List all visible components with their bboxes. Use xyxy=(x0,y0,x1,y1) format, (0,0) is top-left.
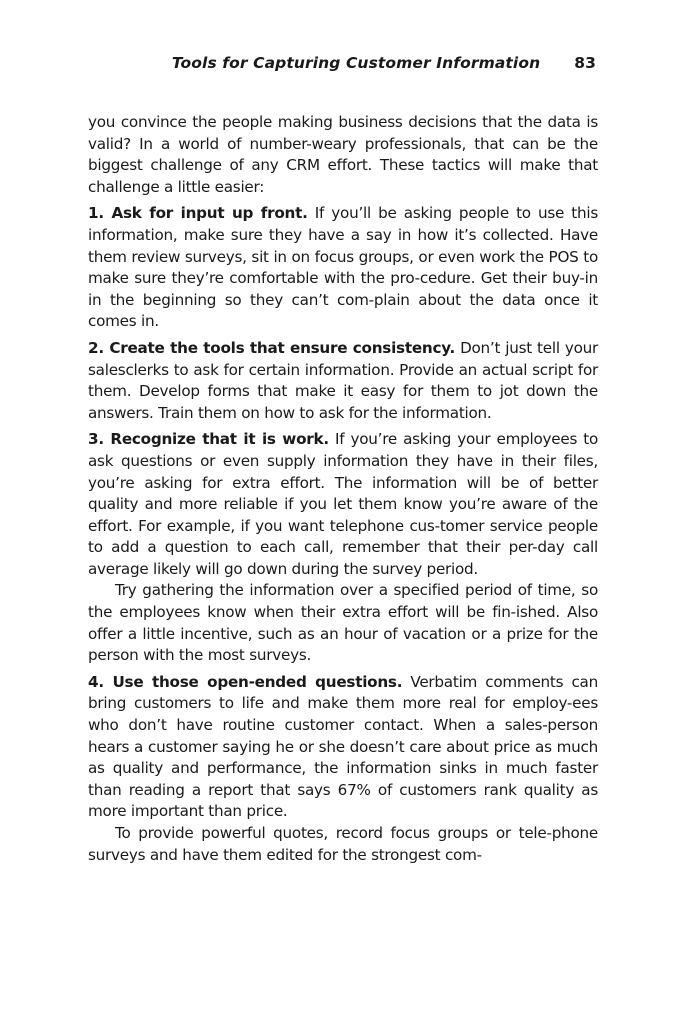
tip-2-text: Don’t just tell your salesclerks to ask for certain information. Provide an actual script for them. Develop forms that make it easy for them to jot down the answers. Train them on how to ask for the information. xyxy=(88,338,598,422)
tip-4-text: Verbatim comments can bring customers to life and make them more real for employ-ees who don’t have routine customer contact. When a sales-person hears a customer saying he or she doesn’t care about price as much as quality and performance, the information sinks in much faster than reading a report that says 67% of customers rank quality as more important than price. xyxy=(88,672,598,821)
intro-paragraph: you convince the people making business decisions that the data is valid? In a world of number-weary professionals, that can be the biggest challenge of any CRM effort. These tactics will make that challenge a little easier: xyxy=(88,113,598,196)
page-number: 83 xyxy=(574,54,596,72)
tip-1-text: If you’ll be asking people to use this information, make sure they have a say in how it’s collected. Have them review surveys, sit in on focus groups, or even work the POS to make sure they’re comfortable with the pro-cedure. Get their buy-in in the beginning so they can’t com-plain about the data once it comes in. xyxy=(88,204,598,331)
tip-4-continuation: To provide powerful quotes, record focus groups or tele-phone surveys and have them edited for the strongest com- xyxy=(88,824,598,864)
tip-2-paragraph xyxy=(88,338,598,424)
tip-3-paragraph xyxy=(88,429,598,580)
tip-3-heading: 3. Recognize that it is work. xyxy=(88,430,329,449)
tip-1-paragraph xyxy=(88,203,598,333)
tip-3-text: If you’re asking your employees to ask questions or even supply information they have in their files, you’re asking for extra effort. The information will be of better quality and more reliable if you let them know you’re aware of the effort. For example, if you want telephone cus-tomer service people to add a question to each call, remember that their per-day call average likely will go down during the survey period. xyxy=(88,430,598,578)
chapter-title: Tools for Capturing Customer Information xyxy=(171,54,541,72)
tip-2-heading: 2. Create the tools that ensure consistency. xyxy=(88,338,455,357)
body-text xyxy=(88,112,598,866)
running-header xyxy=(88,54,596,78)
tip-4-paragraph xyxy=(88,672,598,823)
tip-4-heading: 4. Use those open-ended questions. xyxy=(88,672,403,691)
tip-3-continuation: Try gathering the information over a specified period of time, so the employees know when their extra effort will be fin-ished. Also offer a little incentive, such as an hour of vacation or a prize for the person with the most surveys. xyxy=(88,581,598,665)
tip-1-heading: 1. Ask for input up front. xyxy=(88,204,308,223)
